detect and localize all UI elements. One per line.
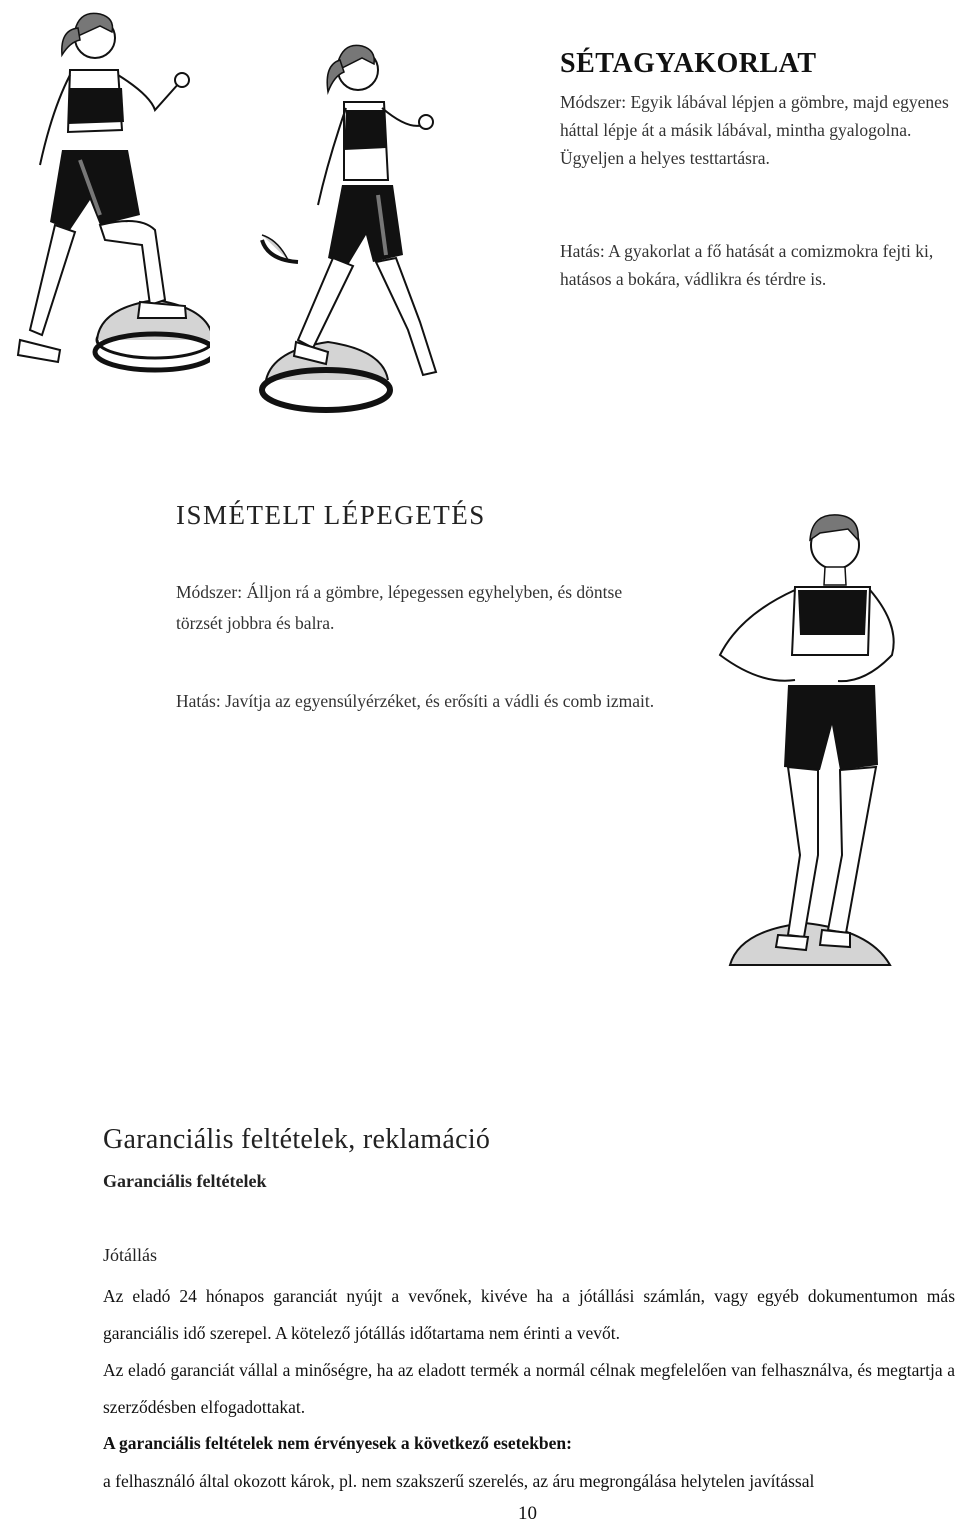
section-title-setagyakorlat: SÉTAGYAKORLAT (560, 48, 817, 79)
page-number: 10 (518, 1503, 537, 1524)
warranty-exclusions-heading: A garanciális feltételek nem érvényesek a következő esetekben: (103, 1433, 572, 1453)
illustration-standing (700, 505, 910, 970)
illustration-step-up (0, 0, 210, 400)
subtitle-garancialis-feltetelek: Garanciális feltételek (103, 1171, 267, 1191)
section-title-ismetelt-lepegetes: ISMÉTELT LÉPEGETÉS (176, 500, 486, 530)
section-title-garancia: Garanciális feltételek, reklamáció (103, 1124, 491, 1155)
illustration-walking (258, 30, 448, 415)
ismetelt-lepegetes-method: Módszer: Álljon rá a gömbre, lépegessen egyhelyben, és döntse törzsét jobbra és balra. (176, 582, 623, 633)
warranty-paragraph-1: Az eladó 24 hónapos garanciát nyújt a vevőnek, kivéve ha a jótállási számlán, vagy egyéb dokumentumon más garanciális idő szerepel. A kötelező jótállás időtartama nem érinti a vevőt. (103, 1286, 955, 1343)
ismetelt-lepegetes-effect: Hatás: Javítja az egyensúlyérzéket, és erősíti a vádli és comb izmait. (176, 691, 655, 711)
warranty-exclusion-line: a felhasználó által okozott károk, pl. nem szakszerű szerelés, az áru megrongálása helytelen javítással (103, 1471, 815, 1491)
warranty-paragraph-2: Az eladó garanciát vállal a minőségre, ha az eladott termék a normál célnak megfelelően van felhasználva, és megtartja a szerződésben elfogadottakat. (103, 1360, 955, 1417)
setagyakorlat-effect: Hatás: A gyakorlat a fő hatását a comizmokra fejti ki, hatásos a bokára, vádlikra és térdre is. (560, 241, 934, 289)
setagyakorlat-method: Módszer: Egyik lábával lépjen a gömbre, majd egyenes háttal lépje át a másik lábával, mintha gyalogolna. Ügyeljen a helyes testtartásra. (560, 92, 949, 168)
jotallas-label: Jótállás (103, 1245, 157, 1265)
